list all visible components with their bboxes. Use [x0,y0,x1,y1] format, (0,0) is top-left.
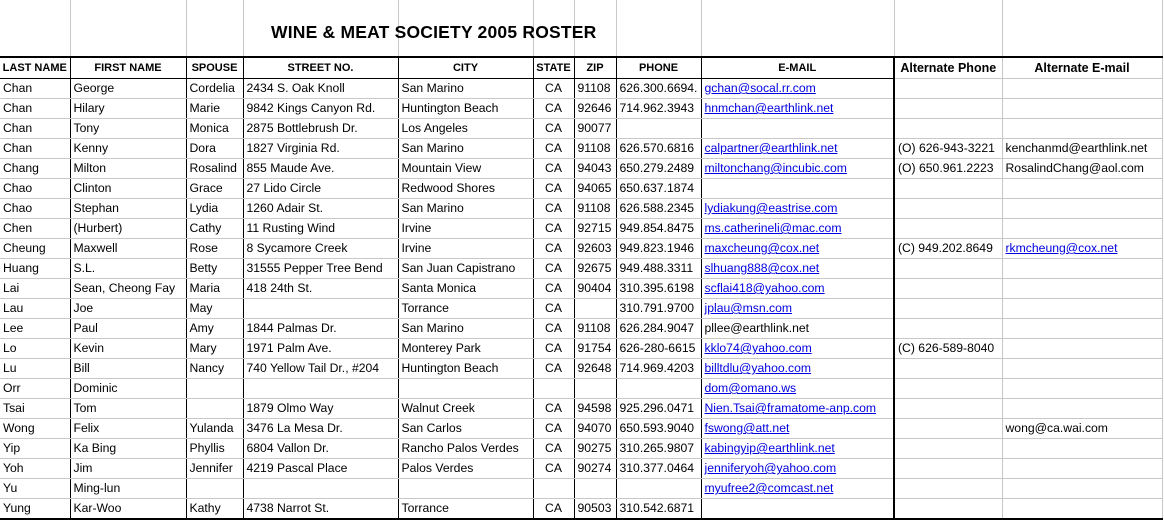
cell-alt-phone[interactable] [894,299,1002,319]
cell-phone[interactable]: 626.284.9047 [616,319,701,339]
cell-last[interactable]: Chen [0,219,70,239]
cell-alt-email[interactable] [1002,199,1162,219]
cell-spouse[interactable]: Lydia [186,199,243,219]
cell-zip[interactable]: 91108 [574,199,616,219]
table-row [0,359,1162,379]
cell-zip[interactable] [574,299,616,319]
cell-email[interactable] [701,119,894,139]
cell-first[interactable]: Ming-lun [70,479,186,499]
cell-alt-phone[interactable] [894,79,1002,99]
cell-state[interactable]: CA [533,99,574,119]
cell-alt-email[interactable] [1002,379,1162,399]
cell-alt-phone[interactable] [894,479,1002,499]
cell-alt-phone[interactable] [894,419,1002,439]
cell-first[interactable]: S.L. [70,259,186,279]
cell-email[interactable]: lydiakung@eastrise.com [701,199,894,219]
header-street[interactable]: STREET NO. [243,57,398,79]
cell-city[interactable]: San Marino [398,79,533,99]
cell-zip[interactable]: 90274 [574,459,616,479]
cell-last[interactable]: Lo [0,339,70,359]
cell-zip[interactable]: 92646 [574,99,616,119]
cell-last[interactable]: Chan [0,119,70,139]
cell-street[interactable]: 9842 Kings Canyon Rd. [243,99,398,119]
cell-spouse[interactable]: Monica [186,119,243,139]
cell-first[interactable]: Tony [70,119,186,139]
cell-email[interactable]: hnmchan@earthlink.net [701,99,894,119]
cell-state[interactable] [533,479,574,499]
cell-last[interactable]: Tsai [0,399,70,419]
cell-email[interactable]: fswong@att.net [701,419,894,439]
cell-alt-phone[interactable] [894,219,1002,239]
cell-phone[interactable]: 714.962.3943 [616,99,701,119]
cell-street[interactable]: 31555 Pepper Tree Bend [243,259,398,279]
cell-city[interactable]: Huntington Beach [398,359,533,379]
cell-zip[interactable] [574,479,616,499]
cell-zip[interactable]: 91108 [574,79,616,99]
cell-city[interactable]: Huntington Beach [398,99,533,119]
cell-alt-email[interactable]: kenchanmd@earthlink.net [1002,139,1162,159]
cell-email[interactable]: jplau@msn.com [701,299,894,319]
cell-spouse[interactable]: May [186,299,243,319]
cell-phone[interactable]: 626-280-6615 [616,339,701,359]
cell-alt-phone[interactable]: (O) 626-943-3221 [894,139,1002,159]
cell-spouse[interactable] [186,399,243,419]
cell-zip[interactable]: 92675 [574,259,616,279]
cell-city[interactable]: Irvine [398,239,533,259]
cell-street[interactable]: 3476 La Mesa Dr. [243,419,398,439]
cell-zip[interactable]: 91108 [574,139,616,159]
cell-email[interactable]: Nien.Tsai@framatome-anp.com [701,399,894,419]
cell-phone[interactable]: 650.593.9040 [616,419,701,439]
cell-last[interactable]: Chao [0,199,70,219]
cell-alt-email[interactable] [1002,359,1162,379]
cell-city[interactable] [398,479,533,499]
cell-alt-phone[interactable] [894,359,1002,379]
cell-last[interactable]: Chan [0,99,70,119]
cell-city[interactable]: Torrance [398,299,533,319]
table-row [0,239,1162,259]
cell-city[interactable]: San Carlos [398,419,533,439]
cell-spouse[interactable]: Maria [186,279,243,299]
cell-zip[interactable]: 94070 [574,419,616,439]
cell-alt-email[interactable] [1002,339,1162,359]
cell-alt-phone[interactable] [894,199,1002,219]
cell-phone[interactable] [616,119,701,139]
cell-phone[interactable]: 650.279.2489 [616,159,701,179]
cell-street[interactable]: 740 Yellow Tail Dr., #204 [243,359,398,379]
cell-spouse[interactable]: Phyllis [186,439,243,459]
header-email[interactable]: E-MAIL [701,57,894,79]
table-row [0,159,1162,179]
cell-email[interactable]: scflai418@yahoo.com [701,279,894,299]
cell-email[interactable] [701,499,894,520]
cell-phone[interactable]: 310.265.9807 [616,439,701,459]
cell-zip[interactable]: 92715 [574,219,616,239]
cell-first[interactable]: Tom [70,399,186,419]
cell-first[interactable]: Kevin [70,339,186,359]
table-row [0,439,1162,459]
cell-alt-phone[interactable] [894,379,1002,399]
cell-zip[interactable]: 90503 [574,499,616,520]
cell-spouse[interactable]: Jennifer [186,459,243,479]
cell-state[interactable]: CA [533,259,574,279]
cell-alt-phone[interactable] [894,119,1002,139]
cell-street[interactable]: 11 Rusting Wind [243,219,398,239]
cell-alt-email[interactable]: rkmcheung@cox.net [1002,239,1162,259]
cell-street[interactable]: 2434 S. Oak Knoll [243,79,398,99]
table-row [0,179,1162,199]
cell-spouse[interactable]: Cathy [186,219,243,239]
cell-state[interactable]: CA [533,119,574,139]
cell-phone[interactable]: 949.854.8475 [616,219,701,239]
cell-alt-phone[interactable]: (O) 650.961.2223 [894,159,1002,179]
cell-last[interactable]: Huang [0,259,70,279]
cell-spouse[interactable]: Mary [186,339,243,359]
cell-spouse[interactable]: Amy [186,319,243,339]
cell-street[interactable]: 1827 Virginia Rd. [243,139,398,159]
cell-street[interactable]: 4219 Pascal Place [243,459,398,479]
cell-email[interactable]: miltonchang@incubic.com [701,159,894,179]
cell-last[interactable]: Yip [0,439,70,459]
cell-email[interactable]: slhuang888@cox.net [701,259,894,279]
cell-email[interactable]: gchan@socal.rr.com [701,79,894,99]
cell-alt-email[interactable] [1002,99,1162,119]
cell-city[interactable]: San Marino [398,139,533,159]
table-row [0,99,1162,119]
cell-first[interactable]: Sean, Cheong Fay [70,279,186,299]
cell-state[interactable]: CA [533,459,574,479]
cell-email[interactable]: ms.catherineli@mac.com [701,219,894,239]
cell-zip[interactable]: 92648 [574,359,616,379]
cell-alt-email[interactable] [1002,79,1162,99]
cell-last[interactable]: Lau [0,299,70,319]
cell-street[interactable]: 27 Lido Circle [243,179,398,199]
cell-state[interactable]: CA [533,419,574,439]
cell-street[interactable]: 855 Maude Ave. [243,159,398,179]
cell-alt-phone[interactable] [894,319,1002,339]
cell-first[interactable]: Ka Bing [70,439,186,459]
cell-alt-phone[interactable] [894,99,1002,119]
cell-street[interactable]: 4738 Narrot St. [243,499,398,520]
cell-phone[interactable]: 925.296.0471 [616,399,701,419]
cell-spouse[interactable]: Grace [186,179,243,199]
cell-city[interactable]: Palos Verdes [398,459,533,479]
cell-city[interactable]: Irvine [398,219,533,239]
cell-first[interactable]: Hilary [70,99,186,119]
cell-street[interactable]: 1844 Palmas Dr. [243,319,398,339]
cell-phone[interactable]: 949.488.3311 [616,259,701,279]
table-row [0,419,1162,439]
cell-spouse[interactable]: Marie [186,99,243,119]
cell-first[interactable]: Clinton [70,179,186,199]
table-row [0,479,1162,499]
cell-city[interactable]: Monterey Park [398,339,533,359]
header-state[interactable]: STATE [533,57,574,79]
cell-state[interactable]: CA [533,179,574,199]
cell-last[interactable]: Lai [0,279,70,299]
cell-last[interactable]: Cheung [0,239,70,259]
cell-email[interactable] [701,179,894,199]
cell-spouse[interactable]: Nancy [186,359,243,379]
cell-street[interactable]: 6804 Vallon Dr. [243,439,398,459]
cell-spouse[interactable]: Rosalind [186,159,243,179]
cell-alt-email[interactable] [1002,479,1162,499]
header-zip[interactable]: ZIP [574,57,616,79]
cell-zip[interactable]: 94043 [574,159,616,179]
cell-spouse[interactable]: Yulanda [186,419,243,439]
cell-email[interactable]: pllee@earthlink.net [701,319,894,339]
table-row [0,459,1162,479]
cell-city[interactable]: San Marino [398,199,533,219]
cell-street[interactable]: 8 Sycamore Creek [243,239,398,259]
cell-state[interactable]: CA [533,159,574,179]
cell-street[interactable]: 1879 Olmo Way [243,399,398,419]
cell-last[interactable]: Chao [0,179,70,199]
cell-alt-email[interactable] [1002,279,1162,299]
table-row [0,219,1162,239]
cell-phone[interactable]: 310.791.9700 [616,299,701,319]
cell-alt-email[interactable] [1002,399,1162,419]
cell-spouse[interactable]: Rose [186,239,243,259]
cell-alt-email[interactable] [1002,459,1162,479]
cell-phone[interactable]: 310.377.0464 [616,459,701,479]
cell-street[interactable] [243,379,398,399]
cell-first[interactable]: Bill [70,359,186,379]
cell-first[interactable]: Stephan [70,199,186,219]
cell-first[interactable]: Maxwell [70,239,186,259]
cell-email[interactable]: kklo74@yahoo.com [701,339,894,359]
table-row [0,119,1162,139]
cell-state[interactable]: CA [533,219,574,239]
cell-state[interactable]: CA [533,499,574,520]
cell-last[interactable]: Yung [0,499,70,520]
cell-zip[interactable]: 94065 [574,179,616,199]
cell-first[interactable]: Milton [70,159,186,179]
cell-phone[interactable] [616,379,701,399]
cell-email[interactable]: calpartner@earthlink.net [701,139,894,159]
cell-alt-email[interactable]: RosalindChang@aol.com [1002,159,1162,179]
cell-phone[interactable] [616,479,701,499]
cell-spouse[interactable] [186,479,243,499]
cell-first[interactable]: Joe [70,299,186,319]
cell-alt-phone[interactable]: (C) 626-589-8040 [894,339,1002,359]
cell-street[interactable] [243,299,398,319]
header-alt-phone[interactable]: Alternate Phone [894,57,1002,79]
cell-alt-email[interactable] [1002,119,1162,139]
cell-zip[interactable]: 91754 [574,339,616,359]
cell-city[interactable]: Mountain View [398,159,533,179]
cell-email[interactable]: dom@omano.ws [701,379,894,399]
page-title: WINE & MEAT SOCIETY 2005 ROSTER [271,22,597,42]
cell-alt-email[interactable] [1002,319,1162,339]
table-row [0,379,1162,399]
cell-phone[interactable]: 626.588.2345 [616,199,701,219]
cell-state[interactable]: CA [533,239,574,259]
cell-email[interactable]: billtdlu@yahoo.com [701,359,894,379]
table-row [0,299,1162,319]
header-city[interactable]: CITY [398,57,533,79]
cell-first[interactable]: (Hurbert) [70,219,186,239]
cell-zip[interactable]: 92603 [574,239,616,259]
cell-alt-phone[interactable] [894,459,1002,479]
cell-city[interactable]: Walnut Creek [398,399,533,419]
table-row [0,259,1162,279]
cell-first[interactable]: Kar-Woo [70,499,186,520]
table-row [0,319,1162,339]
cell-phone[interactable]: 310.542.6871 [616,499,701,520]
cell-last[interactable]: Chan [0,79,70,99]
cell-street[interactable]: 1260 Adair St. [243,199,398,219]
cell-zip[interactable]: 90077 [574,119,616,139]
cell-phone[interactable]: 650.637.1874 [616,179,701,199]
cell-phone[interactable]: 626.300.6694. [616,79,701,99]
cell-alt-email[interactable] [1002,299,1162,319]
cell-alt-email[interactable]: wong@ca.wai.com [1002,419,1162,439]
cell-state[interactable]: CA [533,339,574,359]
cell-state[interactable]: CA [533,199,574,219]
header-first-name[interactable]: FIRST NAME [70,57,186,79]
cell-city[interactable]: Torrance [398,499,533,520]
cell-last[interactable]: Lee [0,319,70,339]
cell-email[interactable]: myufree2@comcast.net [701,479,894,499]
cell-zip[interactable] [574,379,616,399]
cell-spouse[interactable]: Betty [186,259,243,279]
cell-city[interactable] [398,379,533,399]
cell-last[interactable]: Chang [0,159,70,179]
cell-state[interactable]: CA [533,139,574,159]
cell-alt-phone[interactable] [894,279,1002,299]
cell-phone[interactable]: 310.395.6198 [616,279,701,299]
cell-street[interactable]: 2875 Bottlebrush Dr. [243,119,398,139]
cell-last[interactable]: Lu [0,359,70,379]
cell-last[interactable]: Yu [0,479,70,499]
cell-city[interactable]: San Marino [398,319,533,339]
table-row [0,79,1162,99]
cell-alt-phone[interactable] [894,259,1002,279]
table-row [0,399,1162,419]
cell-phone[interactable]: 714.969.4203 [616,359,701,379]
cell-zip[interactable]: 90404 [574,279,616,299]
cell-city[interactable]: Los Angeles [398,119,533,139]
cell-last[interactable]: Chan [0,139,70,159]
cell-last[interactable]: Orr [0,379,70,399]
cell-state[interactable]: CA [533,79,574,99]
cell-alt-email[interactable] [1002,499,1162,520]
cell-alt-email[interactable] [1002,219,1162,239]
cell-first[interactable]: George [70,79,186,99]
cell-first[interactable]: Jim [70,459,186,479]
header-row [0,57,1162,79]
cell-phone[interactable]: 949.823.1946 [616,239,701,259]
cell-email[interactable]: jenniferyoh@yahoo.com [701,459,894,479]
cell-phone[interactable]: 626.570.6816 [616,139,701,159]
cell-street[interactable] [243,479,398,499]
cell-email[interactable]: kabingyip@earthlink.net [701,439,894,459]
cell-alt-email[interactable] [1002,259,1162,279]
cell-first[interactable]: Dominic [70,379,186,399]
table-row [0,139,1162,159]
cell-spouse[interactable]: Cordelia [186,79,243,99]
cell-spouse[interactable]: Kathy [186,499,243,520]
cell-state[interactable]: CA [533,439,574,459]
table-row [0,499,1162,520]
cell-alt-phone[interactable] [894,499,1002,520]
cell-zip[interactable]: 91108 [574,319,616,339]
cell-alt-phone[interactable] [894,399,1002,419]
cell-city[interactable]: Santa Monica [398,279,533,299]
header-last-name[interactable]: LAST NAME [0,57,70,79]
cell-alt-email[interactable] [1002,179,1162,199]
cell-zip[interactable]: 94598 [574,399,616,419]
cell-city[interactable]: Rancho Palos Verdes [398,439,533,459]
cell-spouse[interactable] [186,379,243,399]
cell-zip[interactable]: 90275 [574,439,616,459]
cell-first[interactable]: Felix [70,419,186,439]
cell-street[interactable]: 418 24th St. [243,279,398,299]
cell-last[interactable]: Wong [0,419,70,439]
header-alt-email[interactable]: Alternate E-mail [1002,57,1162,79]
cell-first[interactable]: Kenny [70,139,186,159]
cell-alt-phone[interactable]: (C) 949.202.8649 [894,239,1002,259]
table-row [0,339,1162,359]
header-phone[interactable]: PHONE [616,57,701,79]
cell-email[interactable]: maxcheung@cox.net [701,239,894,259]
cell-state[interactable]: CA [533,359,574,379]
cell-state[interactable]: CA [533,399,574,419]
cell-state[interactable] [533,379,574,399]
cell-alt-phone[interactable] [894,179,1002,199]
cell-state[interactable]: CA [533,279,574,299]
cell-alt-email[interactable] [1002,439,1162,459]
cell-city[interactable]: Redwood Shores [398,179,533,199]
header-spouse[interactable]: SPOUSE [186,57,243,79]
cell-alt-phone[interactable] [894,439,1002,459]
cell-city[interactable]: San Juan Capistrano [398,259,533,279]
cell-spouse[interactable]: Dora [186,139,243,159]
table-row [0,199,1162,219]
table-row [0,279,1162,299]
cell-first[interactable]: Paul [70,319,186,339]
cell-last[interactable]: Yoh [0,459,70,479]
cell-street[interactable]: 1971 Palm Ave. [243,339,398,359]
cell-state[interactable]: CA [533,319,574,339]
cell-state[interactable]: CA [533,299,574,319]
